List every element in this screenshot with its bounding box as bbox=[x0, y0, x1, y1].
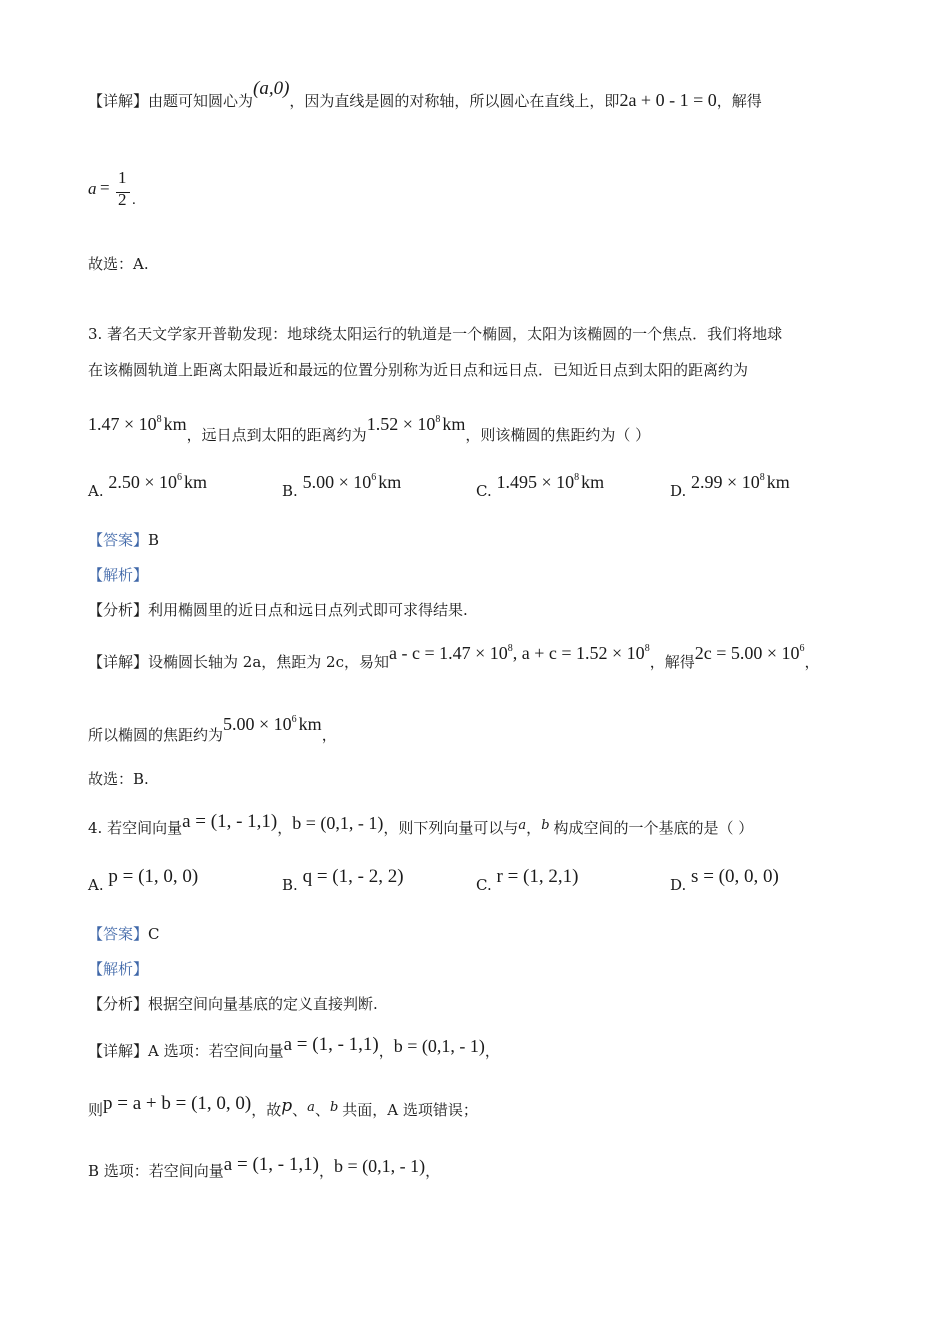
vector-a: a = (1, - 1,1) bbox=[182, 811, 278, 832]
vector-b: b = (0,1, - 1) bbox=[292, 813, 384, 833]
q3-focal-line bbox=[88, 714, 337, 747]
option-expr: s = (0, 0, 0) bbox=[691, 866, 779, 887]
option-label: D. bbox=[670, 876, 687, 894]
detail-b-end: ， bbox=[425, 1162, 441, 1180]
far-unit: km bbox=[442, 414, 466, 434]
vector-a: a = (1, - 1,1) bbox=[223, 1154, 319, 1175]
option-label: A. bbox=[88, 876, 104, 894]
focal-base: 5.00 × 10 bbox=[223, 714, 292, 734]
symbol-b: b bbox=[541, 818, 550, 833]
detail-b-sep: ， bbox=[318, 1162, 334, 1180]
q2-detail-line bbox=[88, 78, 762, 113]
result-eq: = bbox=[100, 178, 110, 197]
eq2-exp: 8 bbox=[644, 643, 650, 654]
symbol-b: b bbox=[329, 1100, 339, 1115]
option-base: 1.495 × 10 bbox=[496, 472, 575, 492]
then-prefix: 则 bbox=[88, 1101, 104, 1119]
q3-stem-line3 bbox=[88, 414, 651, 447]
q3-end-text: ，则该椭圆的焦距约为（ ） bbox=[465, 426, 651, 444]
eq1: a - c = 1.47 × 10 bbox=[388, 643, 508, 663]
q4-option-a bbox=[88, 866, 199, 894]
focal-distance bbox=[223, 714, 322, 734]
option-exp: 6 bbox=[177, 472, 183, 483]
q4-analysis-tag: 【解析】 bbox=[88, 960, 149, 978]
then-dun2: 、 bbox=[314, 1101, 330, 1119]
fraction-numerator: 1 bbox=[118, 168, 127, 187]
near-base: 1.47 × 10 bbox=[88, 414, 157, 434]
q3-detail-prefix: 【详解】设椭圆长轴为 2a，焦距为 2c，易知 bbox=[88, 653, 389, 671]
q4-answer-line bbox=[88, 922, 160, 946]
eq-focal bbox=[695, 643, 805, 663]
near-distance bbox=[88, 414, 187, 434]
symbol-p: p bbox=[281, 1096, 293, 1116]
fraction-denominator: 2 bbox=[118, 190, 127, 209]
option-base: 5.00 × 10 bbox=[302, 472, 372, 492]
vector-b: b = (0,1, - 1) bbox=[333, 1156, 426, 1176]
q4-option-b bbox=[282, 866, 404, 894]
q3-option-b bbox=[282, 472, 402, 500]
q3-option-c bbox=[476, 472, 605, 500]
option-label: D. bbox=[670, 482, 687, 500]
q4-then-line bbox=[88, 1093, 478, 1124]
option-exp: 6 bbox=[371, 472, 377, 483]
option-label: C. bbox=[476, 876, 492, 894]
detail-a-end: ， bbox=[484, 1042, 500, 1060]
q3-analysis-tag: 【解析】 bbox=[88, 566, 149, 584]
q3-option-a bbox=[88, 472, 208, 500]
option-label: A. bbox=[88, 482, 104, 500]
detail-a-prefix: 【详解】A 选项：若空间向量 bbox=[88, 1042, 284, 1060]
near-exp: 8 bbox=[156, 414, 162, 425]
option-base: 2.50 × 10 bbox=[108, 472, 178, 492]
symbol-a: a bbox=[518, 818, 527, 833]
q2-detail-suffix: ，解得 bbox=[716, 92, 762, 110]
focal-end: ， bbox=[321, 726, 337, 744]
option-exp: 8 bbox=[574, 472, 580, 483]
detail-a-sep: ， bbox=[378, 1042, 394, 1060]
option-expr: q = (1, - 2, 2) bbox=[302, 866, 404, 887]
option-exp: 8 bbox=[759, 472, 765, 483]
far-distance bbox=[367, 414, 466, 434]
q4-detail-b bbox=[88, 1154, 441, 1183]
result-var: a bbox=[88, 179, 97, 198]
option-unit: km bbox=[378, 472, 402, 492]
near-unit: km bbox=[163, 414, 187, 434]
answer-tag: 【答案】 bbox=[88, 925, 149, 943]
q3-answer-line bbox=[88, 528, 159, 552]
q3-option-d bbox=[670, 472, 790, 500]
option-label: B. bbox=[282, 482, 298, 500]
q3-choice: 故选：B. bbox=[88, 770, 149, 788]
focal-prefix: 所以椭圆的焦距约为 bbox=[88, 726, 224, 744]
focal-unit: km bbox=[298, 714, 322, 734]
result-fraction bbox=[88, 168, 148, 218]
then-end: 共面，A 选项错误； bbox=[342, 1101, 478, 1119]
q4-stem-end: 构成空间的一个基底的是（ ） bbox=[553, 819, 754, 837]
q4-option-d bbox=[670, 866, 779, 894]
detail-tag-text: 【详解】由题可知圆心为 bbox=[88, 92, 254, 110]
q4-detail-a bbox=[88, 1034, 500, 1063]
option-expr: p = (1, 0, 0) bbox=[108, 866, 199, 887]
eq-near bbox=[389, 643, 650, 663]
eq3-exp: 6 bbox=[799, 643, 805, 654]
eq2: , a + c = 1.52 × 10 bbox=[512, 643, 645, 663]
answer-value: C bbox=[148, 925, 160, 943]
option-label: B. bbox=[282, 876, 298, 894]
q3-mid-text: ，远日点到太阳的距离约为 bbox=[186, 426, 367, 444]
vector-b: b = (0,1, - 1) bbox=[393, 1036, 485, 1056]
eq1-exp: 8 bbox=[507, 643, 513, 654]
sum-equation: p = a + b = (1, 0, 0) bbox=[103, 1093, 252, 1114]
q3-analysis: 【分析】利用椭圆里的近日点和远日点列式即可求得结果. bbox=[88, 601, 468, 619]
q3-detail-mid: ，解得 bbox=[649, 653, 695, 671]
symbol-a: a bbox=[307, 1100, 315, 1115]
q3-stem-line2: 在该椭圆轨道上距离太阳最近和最远的位置分别称为近日点和远日点．已知近日点到太阳的距离约为 bbox=[88, 361, 749, 379]
q4-stem-prefix: 4. 若空间向量 bbox=[88, 819, 183, 837]
q4-option-c bbox=[476, 866, 579, 894]
line-equation: 2a + 0 - 1 = 0 bbox=[619, 90, 717, 110]
q4-sep1: ， bbox=[277, 819, 293, 837]
far-base: 1.52 × 10 bbox=[366, 414, 436, 434]
detail-b-prefix: B 选项：若空间向量 bbox=[88, 1162, 224, 1180]
q4-stem-line bbox=[88, 811, 754, 842]
option-unit: km bbox=[184, 472, 208, 492]
then-dun1: 、 bbox=[292, 1101, 308, 1119]
option-unit: km bbox=[766, 472, 790, 492]
q3-stem-line1: 3. 著名天文学家开普勒发现：地球绕太阳运行的轨道是一个椭圆，太阳为该椭圆的一个焦点．我们将地球 bbox=[88, 325, 783, 343]
eq3: 2c = 5.00 × 10 bbox=[694, 643, 800, 663]
result-period: . bbox=[132, 192, 136, 208]
far-exp: 8 bbox=[435, 414, 441, 425]
then-mid: ，故 bbox=[251, 1101, 282, 1119]
center-expression: (a,0) bbox=[253, 78, 290, 99]
q2-detail-mid: ，因为直线是圆的对称轴，所以圆心在直线上，即 bbox=[289, 92, 620, 110]
q3-detail-end: ， bbox=[804, 653, 820, 671]
q4-analysis: 【分析】根据空间向量基底的定义直接判断. bbox=[88, 995, 378, 1013]
option-expr: r = (1, 2,1) bbox=[496, 866, 579, 887]
option-label: C. bbox=[476, 482, 492, 500]
q4-sep2: ， bbox=[526, 819, 542, 837]
focal-exp: 6 bbox=[291, 714, 297, 725]
q3-detail-line bbox=[88, 645, 820, 674]
q4-stem-mid: ，则下列向量可以与 bbox=[383, 819, 519, 837]
option-base: 2.99 × 10 bbox=[691, 472, 760, 492]
option-unit: km bbox=[581, 472, 605, 492]
vector-a: a = (1, - 1,1) bbox=[283, 1034, 379, 1055]
q2-choice: 故选：A. bbox=[88, 255, 149, 273]
answer-value: B bbox=[148, 531, 160, 549]
answer-tag: 【答案】 bbox=[88, 531, 149, 549]
